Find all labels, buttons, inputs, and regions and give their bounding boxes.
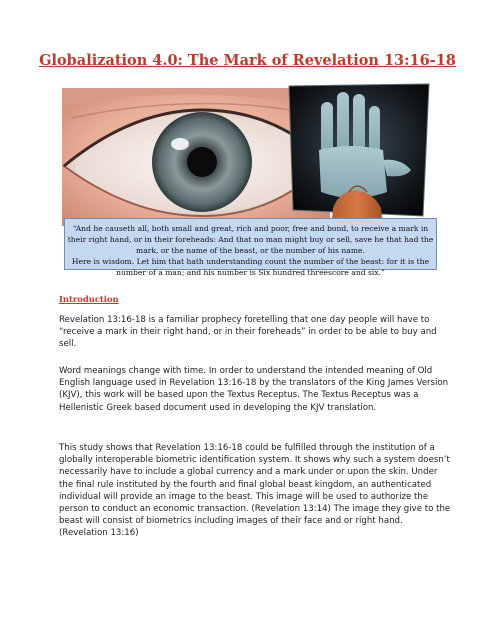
quote-part-1: “And he causeth all, both small and great, rich and poor, free and bond, to receive a mark in their right hand, or in their foreheads: And that no man might buy or sell, save he that had the mark, or the name of the beast, or the number of his name. xyxy=(67,224,434,255)
page-title: Globalization 4.0: The Mark of Revelation 13:16-18 xyxy=(39,52,456,69)
paragraph-2: Word meanings change with time. In order to understand the intended meaning of Old English language used in Revelation 13:16-18 by the translators of the King James Version (KJV), this work will be based upon the Textus Receptus. The Textus Receptus was a Hellenistic Greek based document used in developing the KJV translation. xyxy=(59,366,449,413)
quote-part-2: Here is wisdom. Let him that hath understanding count the number of the beast: for it is the number of a man; and his number is Six hundred threescore and six.” xyxy=(71,257,430,277)
paragraph-3: This study shows that Revelation 13:16-18 could be fulfilled through the institution of a globally interoperable biometric identification system. It shows why such a system doesn’t necessarily have to include a global currency and a mark under or upon the skin. Under the final rule instituted by the fourth and final global beast kingdom, an authenticated individual will provide an image to the beast. This image will be used to authorize the person to conduct an economic transaction. (Revelation 13:14) The image they give to the beast will consist of biometrics including images of their face and or right hand. (Revelation 13:16) xyxy=(59,443,451,539)
section-heading-introduction: Introduction xyxy=(59,294,119,304)
paragraph-1: Revelation 13:16-18 is a familiar prophecy foretelling that one day people will have to “receive a mark in their right hand, or in their foreheads” in order to be able to buy and sell. xyxy=(59,315,437,350)
scripture-quote-box xyxy=(64,218,437,277)
